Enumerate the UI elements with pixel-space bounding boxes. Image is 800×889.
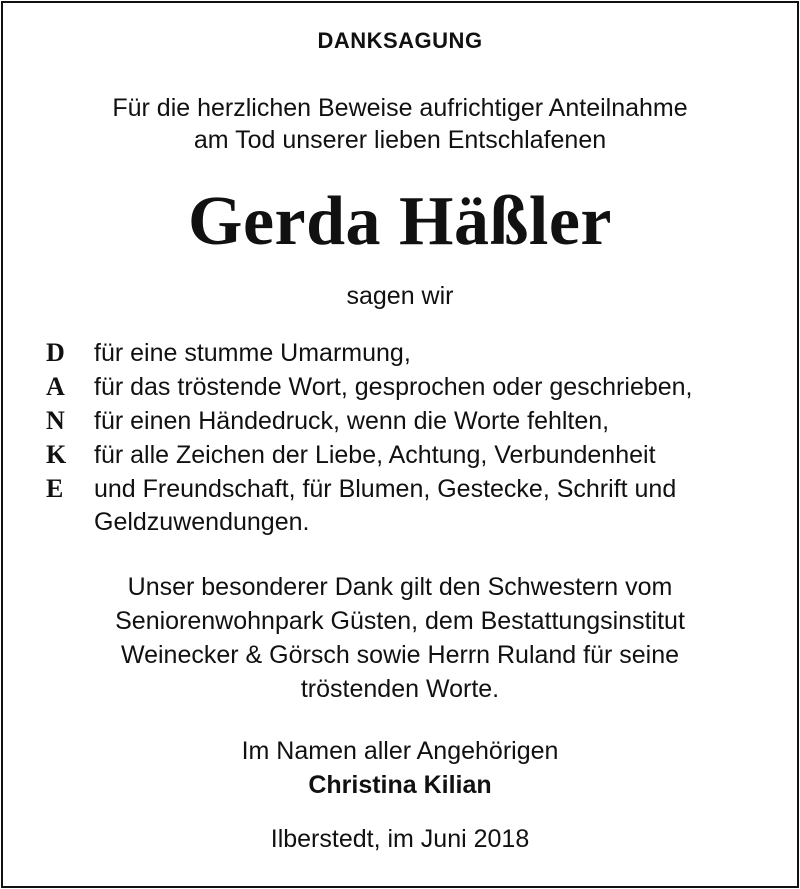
place-date: Ilberstedt, im Juni 2018 — [270, 825, 530, 853]
notice-heading: DANKSAGUNG — [317, 28, 483, 53]
acrostic-letter: E — [46, 474, 64, 503]
acrostic-letter: D — [46, 338, 65, 367]
danke-line-text: für einen Händedruck, wenn die Worte fehlten, — [94, 407, 610, 435]
acrostic-letter: K — [46, 440, 67, 469]
signature-block — [0, 734, 800, 802]
danke-row — [46, 474, 766, 508]
special-thanks-line: Weinecker & Görsch sowie Herrn Ruland für seine — [120, 641, 680, 669]
special-thanks-line: Unser besonderer Dank gilt den Schwestern vom — [127, 573, 673, 601]
signer-name: Christina Kilian — [308, 771, 492, 799]
special-thanks-line: tröstenden Worte. — [300, 675, 500, 703]
deceased-name: Gerda Häßler — [188, 183, 612, 260]
danke-line-text: und Freundschaft, für Blumen, Gestecke, Schrift und — [94, 475, 677, 503]
intro-line: am Tod unserer lieben Entschlafenen — [193, 126, 607, 154]
special-thanks-line: Seniorenwohnpark Güsten, dem Bestattungsinstitut — [115, 607, 685, 635]
on-behalf-text: Im Namen aller Angehörigen — [241, 737, 559, 765]
danke-row — [46, 440, 766, 474]
danke-line-text: für das tröstende Wort, gesprochen oder geschrieben, — [94, 373, 693, 401]
intro-text — [0, 92, 800, 156]
danke-line-text: für alle Zeichen der Liebe, Achtung, Verbundenheit — [94, 441, 656, 469]
acrostic-letter: N — [46, 406, 65, 435]
danke-line-text: für eine stumme Umarmung, — [94, 339, 411, 367]
danke-row — [46, 406, 766, 440]
intro-line: Für die herzlichen Beweise aufrichtiger Anteilnahme — [112, 94, 688, 122]
sagen-wir-text: sagen wir — [346, 282, 454, 310]
acrostic-letter: A — [46, 372, 65, 401]
danke-row — [46, 338, 766, 372]
danke-acrostic — [46, 338, 766, 542]
special-thanks-text — [0, 570, 800, 706]
danke-row — [46, 372, 766, 406]
danke-row — [46, 508, 766, 542]
danke-line-text: Geldzuwendungen. — [94, 508, 310, 536]
